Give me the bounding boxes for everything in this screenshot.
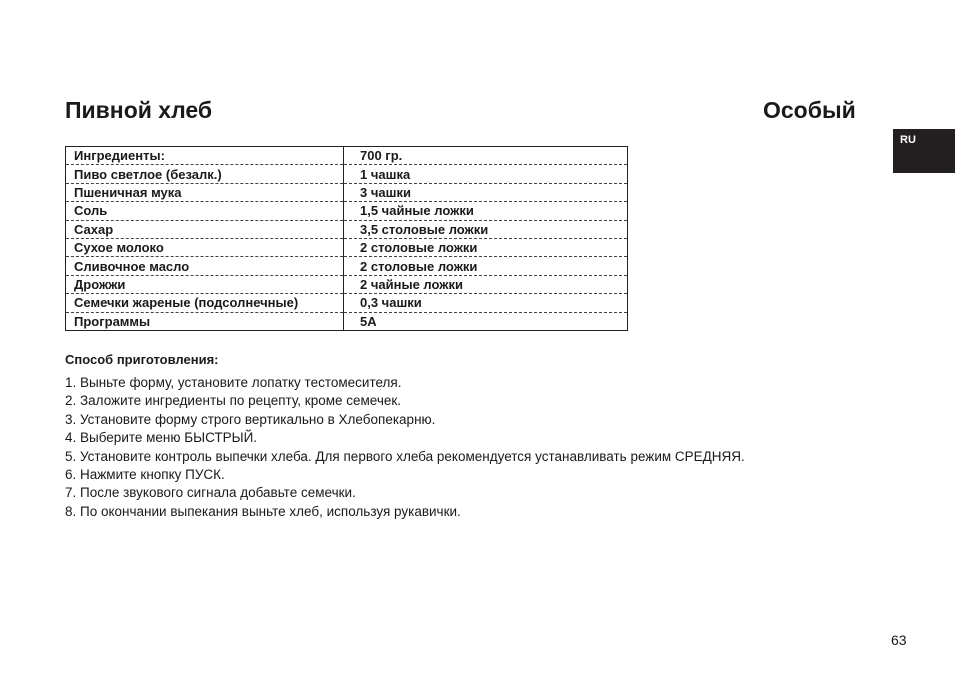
table-row <box>66 202 628 220</box>
ingredient-amount: 0,3 чашки <box>344 294 628 312</box>
ingredient-name: Пшеничная мука <box>66 183 344 201</box>
table-row <box>66 275 628 293</box>
ingredients-table <box>65 146 628 331</box>
ingredient-amount: 1 чашка <box>344 165 628 183</box>
ingredient-amount: 2 чайные ложки <box>344 275 628 293</box>
step-item: 5. Установите контроль выпечки хлеба. Для первого хлеба рекомендуется устанавливать режим СРЕДНЯЯ. <box>65 448 745 464</box>
language-tab: RU <box>893 129 955 173</box>
step-item: 3. Установите форму строго вертикально в Хлебопекарню. <box>65 411 436 427</box>
table-row <box>66 312 628 330</box>
ingredient-amount: 2 столовые ложки <box>344 238 628 256</box>
ingredient-name: Ингредиенты: <box>66 147 344 165</box>
step-item: 4. Выберите меню БЫСТРЫЙ. <box>65 430 258 446</box>
ingredient-name: Соль <box>66 202 344 220</box>
steps-list <box>65 374 745 521</box>
ingredient-name: Программы <box>66 312 344 330</box>
ingredient-amount: 2 столовые ложки <box>344 257 628 275</box>
table-row <box>66 147 628 165</box>
recipe-category: Особый <box>763 97 856 123</box>
step-item: 2. Заложите ингредиенты по рецепту, кроме семечек. <box>65 393 402 409</box>
ingredient-name: Семечки жареные (подсолнечные) <box>66 294 344 312</box>
ingredient-amount: 1,5 чайные ложки <box>344 202 628 220</box>
table-row <box>66 294 628 312</box>
ingredient-name: Сухое молоко <box>66 238 344 256</box>
step-item: 8. По окончании выпекания выньте хлеб, используя рукавички. <box>65 503 461 519</box>
table-row <box>66 165 628 183</box>
ingredient-amount: 700 гр. <box>344 147 628 165</box>
ingredient-name: Сахар <box>66 220 344 238</box>
table-row <box>66 183 628 201</box>
method-heading: Способ приготовления: <box>65 352 219 367</box>
step-item: 1. Выньте форму, установите лопатку тестомесителя. <box>65 375 402 390</box>
ingredient-name: Сливочное масло <box>66 257 344 275</box>
step-item: 7. После звукового сигнала добавьте семечки. <box>65 485 356 501</box>
page-number: 63 <box>891 632 907 648</box>
table-row <box>66 220 628 238</box>
table-row <box>66 238 628 256</box>
step-item: 6. Нажмите кнопку ПУСК. <box>65 466 225 482</box>
ingredient-amount: 3,5 столовые ложки <box>344 220 628 238</box>
ingredient-amount: 5A <box>360 313 377 329</box>
ingredient-name: Дрожжи <box>66 275 344 293</box>
recipe-title: Пивной хлеб <box>65 97 213 123</box>
table-row <box>66 257 628 275</box>
ingredient-name: Пиво светлое (безалк.) <box>66 165 344 183</box>
ingredient-amount: 3 чашки <box>344 183 628 201</box>
